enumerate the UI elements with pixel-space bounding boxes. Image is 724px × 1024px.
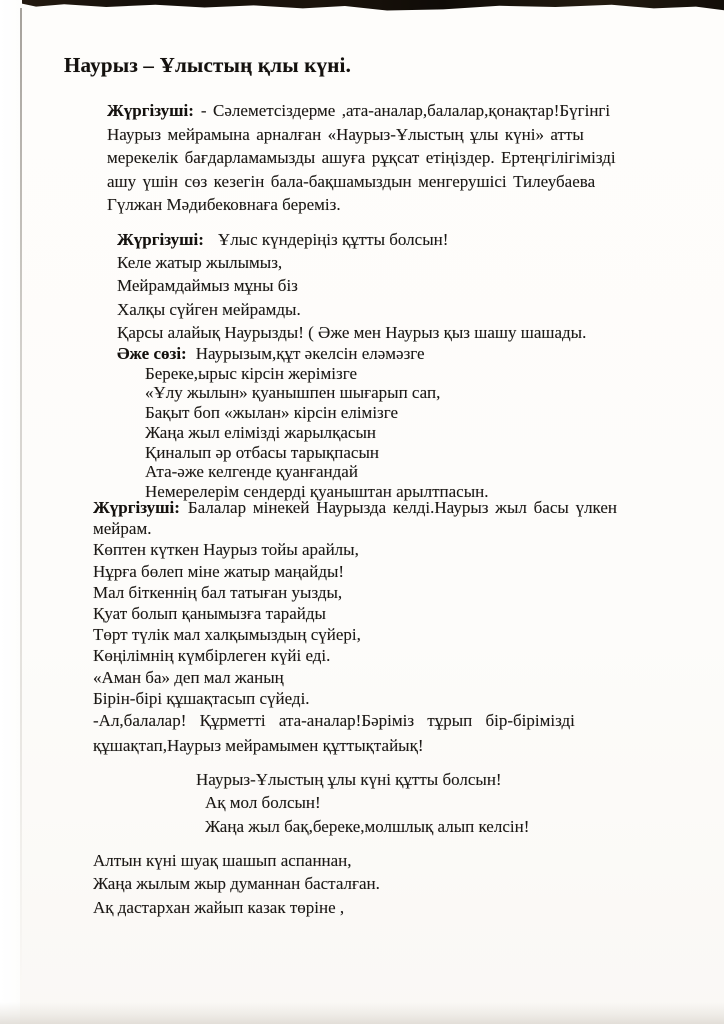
- text-line: Наурыз мейрамына арналған «Наурыз-Ұлыстың ұлы күні» атты: [107, 124, 584, 144]
- text-line: Жүргізуші: Ұлыс күндеріңіз құтты болсын!: [117, 230, 449, 249]
- text-line: Наурыз-Ұлыстың ұлы күні құтты болсын!: [196, 770, 502, 789]
- text-line: мейрам.: [93, 519, 152, 539]
- text-line: Немерелерім сендерді қуаныштан арылтпасын.: [145, 481, 489, 501]
- text-line: құшақтап,Наурыз мейрамымен құттықтайық!: [93, 735, 424, 755]
- text-line: Жүргізуші: Балалар мінекей Наурызда келді.Наурыз жыл басы үлкен: [93, 498, 618, 517]
- text-line: Халқы сүйген мейрамды.: [117, 299, 301, 319]
- text-line: Ақ дастархан жайып казак төріне ,: [93, 897, 345, 917]
- text-line: мерекелік бағдарламамызды ашуға рұқсат етіңіздер. Ертеңгілігімізді: [107, 148, 616, 167]
- scan-left-margin: [0, 0, 20, 1024]
- text-line: Береке,ырыс кірсін жерімізге: [145, 363, 358, 383]
- text-line: Қуат болып қанымызға тарайды: [93, 604, 326, 624]
- text-line: Бақыт боп «жылан» кірсін елімізге: [145, 403, 399, 423]
- text-line: Көңілімнің күмбірлеген күйі еді.: [93, 646, 331, 666]
- text-line: Жүргізуші: - Сәлеметсіздерме ,ата-аналар,балалар,қонақтар!Бүгінгі: [107, 101, 611, 120]
- section-hug-call: [93, 709, 575, 758]
- text-line: Жаңа жыл елімізді жарылқасын: [145, 422, 376, 442]
- text-line: Жаңа жыл бақ,береке,молшлық алып келсін!: [205, 816, 530, 836]
- section-host-greeting: [117, 228, 586, 344]
- text-line: «Ұлу жылын» қуанышпен шығарып сап,: [145, 383, 441, 403]
- text-line: Бірін-бірі құшақтасып сүйеді.: [93, 688, 310, 708]
- text-line: Келе жатыр жылымыз,: [117, 253, 283, 273]
- text-line: Көптен күткен Наурыз тойы арайлы,: [93, 540, 359, 560]
- text-line: ашу үшін сөз кезегін бала-бақшамыздын менгерушісі Тилеубаева: [107, 171, 596, 191]
- section-closing-poem: [93, 849, 380, 919]
- text-line: Әже сөзі: Наурызым,құт әкелсін еләмәзге: [117, 344, 425, 363]
- speaker-label: Жүргізуші:: [93, 498, 180, 517]
- section-host-intro: [107, 99, 616, 217]
- document-title: Наурыз – Ұлыстың қлы күні.: [64, 53, 352, 77]
- text-line: Гүлжан Мәдибековнаға береміз.: [107, 195, 341, 214]
- section-grandma-speech: [117, 344, 488, 502]
- text-line: Қиналып әр отбасы тарықпасын: [145, 442, 379, 462]
- text-line: Қарсы алайық Наурызды! ( Әже мен Наурыз қыз шашу шашады.: [117, 322, 587, 342]
- scan-edge-top-bar: [22, 0, 724, 12]
- section-toast: [196, 768, 529, 838]
- text-line: Ата-әже келгенде қуанғандай: [145, 462, 358, 482]
- text-line: Мал біткеннің бал татыған уызды,: [93, 582, 343, 602]
- speaker-label: Жүргізуші:: [117, 230, 204, 249]
- text-line: «Аман ба» деп мал жаның: [93, 667, 284, 687]
- speaker-label: Әже сөзі:: [117, 344, 187, 363]
- text-line: -Ал,балалар! Құрметті ата-аналар!Бәріміз тұрып бір-бірімізді: [93, 711, 575, 730]
- scan-bottom-shadow: [0, 1002, 724, 1024]
- text-line: Ақ мол болсын!: [205, 793, 321, 813]
- text-line: Төрт түлік мал халқымыздың сүйері,: [93, 625, 361, 645]
- scan-left-edge-line: [20, 8, 22, 990]
- section-host-speech: [93, 497, 617, 709]
- speaker-label: Жүргізуші:: [107, 101, 194, 120]
- text-line: Жаңа жылым жыр думаннан басталған.: [93, 874, 380, 894]
- text-line: Мейрамдаймыз мұны біз: [117, 276, 298, 296]
- text-line: Нұрға бөлеп міне жатыр маңайды!: [93, 561, 345, 581]
- text-line: Алтын күні шуақ шашып аспаннан,: [93, 851, 352, 870]
